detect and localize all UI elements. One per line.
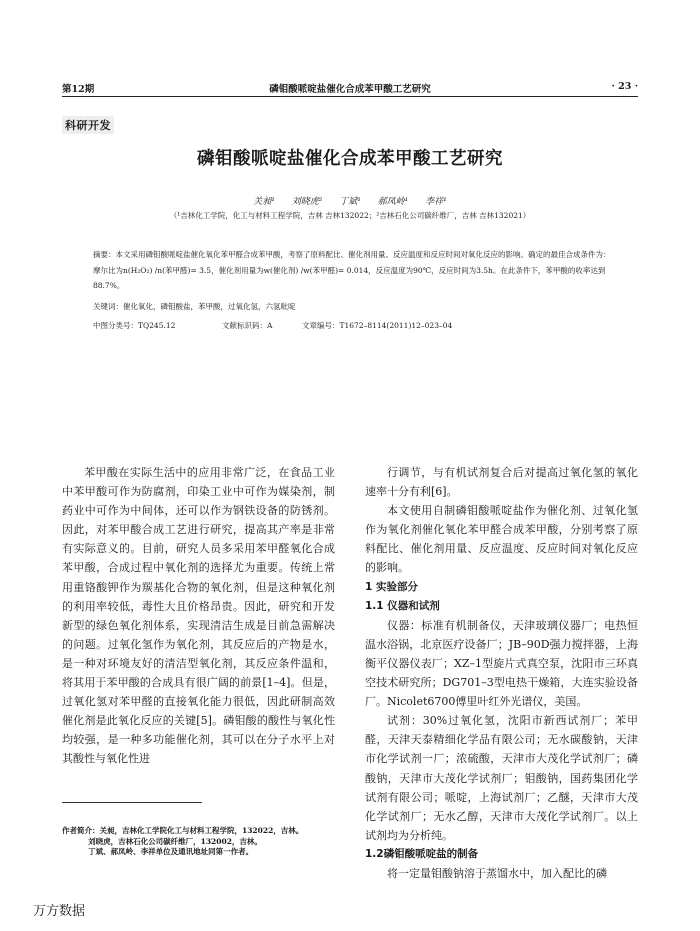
paragraph: 将一定量钼酸钠溶于蒸馏水中，加入配比的磷 <box>387 866 607 880</box>
paragraph: 试剂：30%过氧化氢，沈阳市新西试剂厂；苯甲醛，天津天泰精细化学品有限公司；无水碳酸钠，天津市化学试剂一厂；浓硫酸，天津市大茂化学试剂厂；磷酸钠，天津市大茂化学试剂厂；钼酸钠，国药集团化学试剂有限公司；哌啶，上海试剂厂；乙醚，天津市大茂化学试剂厂；无水乙醇，天津市大茂化学试剂厂。以上试剂均为分析纯。 <box>365 714 638 842</box>
watermark: 万方数据 <box>33 904 86 919</box>
footnote-rule <box>62 802 202 803</box>
left-column <box>62 463 335 769</box>
abstract: 摘要：本文采用磷钼酸哌啶盐催化氧化苯甲醛合成苯甲酸，考察了原料配比、催化剂用量、反应温度和反应时间对氧化反应的影响。确定的最佳合成条件为：摩尔比为n(H₂O₂) /n(苯甲醛)= 3.5，催化剂用量为w(催化剂) /w(苯甲醛)= 0.014，反应温度为90℃，反应时间为3.5h。在此条件下，苯甲酸的收率达到88.7%。 <box>93 250 611 290</box>
keywords: 关键词：催化氧化，磷钼酸盐，苯甲酸，过氧化氢，六氢吡啶 <box>93 302 296 311</box>
section-heading: 1.1 仪器和试剂 <box>365 599 440 612</box>
page-number: · 23 · <box>611 81 638 92</box>
clc-number: 中图分类号：TQ245.12 <box>93 321 176 330</box>
footnote-line: 刘晓虎，吉林石化公司碳纤维厂，132002，吉林。 <box>62 836 262 846</box>
article-number: 文章编号：T1672–8114(2011)12–023–04 <box>302 321 453 330</box>
paragraph: 仪器：标准有机制备仪，天津玻璃仪器厂；电热恒温水浴锅，北京医疗设备厂；JB–90D强力搅拌器，上海衡平仪器仪表厂；XZ–1型旋片式真空泵，沈阳市三环真空技术研究所；DG701–3型电热干燥箱，大连实验设备厂。Nicolet6700傅里叶红外光谱仪，美国。 <box>365 618 638 709</box>
footnote-line: 作者简介：关昶，吉林化工学院化工与材料工程学院，132022，吉林。 <box>62 826 304 835</box>
doc-code: 文献标识码：A <box>222 321 273 330</box>
section-tag: 科研开发 <box>62 116 114 134</box>
paragraph: 苯甲酸在实际生活中的应用非常广泛，在食品工业中苯甲酸可作为防腐剂，印染工业中可作为媒染剂，制药业中可作为中间体，还可以作为钢铁设备的防锈剂。因此，对苯甲酸合成工艺进行研究，提高其产率是非常有实际意义的。目前，研究人员多采用苯甲醛氧化合成苯甲酸，合成过程中氧化剂的选择尤为重要。传统上常用重铬酸钾作为羰基化合物的氧化剂，但是这种氧化剂的利用率较低，毒性大且价格昂贵。因此，研究和开发新型的绿色氧化剂体系，实现清洁生成是目前急需解决的问题。过氧化氢作为氧化剂，其反应后的产物是水，是一种对环境友好的清洁型氧化剂，其反应条件温和，将其用于苯甲酸的合成具有很广阔的前景[1–4]。但是，过氧化氢对苯甲醛的直接氧化能力很低，因此研制高效催化剂是此氧化反应的关键[5]。磷钼酸的酸性与氧化性均较强，是一种多功能催化剂，其可以在分子水平上对其酸性与氧化性进 <box>62 466 335 766</box>
issue-number: 第12期 <box>62 84 95 95</box>
header-rule <box>62 96 638 97</box>
affiliation: （¹吉林化工学院，化工与材料工程学院，吉林 吉林132022；²吉林石化公司碳纤维厂，吉林 吉林132021） <box>169 211 531 220</box>
author-footnote <box>62 826 303 858</box>
running-title: 磷钼酸哌啶盐催化合成苯甲酸工艺研究 <box>269 84 431 95</box>
paper-title: 磷钼酸哌啶盐催化合成苯甲酸工艺研究 <box>197 149 503 169</box>
footnote-line: 丁斌、郝凤岭、李祥单位及通讯地址同第一作者。 <box>62 847 254 856</box>
authors: 关昶¹ 刘晓虎² 丁斌¹ 郝凤岭¹ 李祥¹ <box>253 197 447 207</box>
right-column <box>365 463 638 883</box>
section-heading: 1 实验部分 <box>365 580 418 593</box>
section-heading: 1.2磷钼酸哌啶盐的制备 <box>365 847 479 860</box>
paragraph: 本文使用自制磷钼酸哌啶盐作为催化剂、过氧化氢作为氧化剂催化氧化苯甲醛合成苯甲酸，分别考察了原料配比、催化剂用量、反应温度、反应时间对氧化反应的影响。 <box>365 504 638 575</box>
paragraph: 行调节，与有机试剂复合后对提高过氧化氢的氧化速率十分有利[6]。 <box>365 466 638 499</box>
